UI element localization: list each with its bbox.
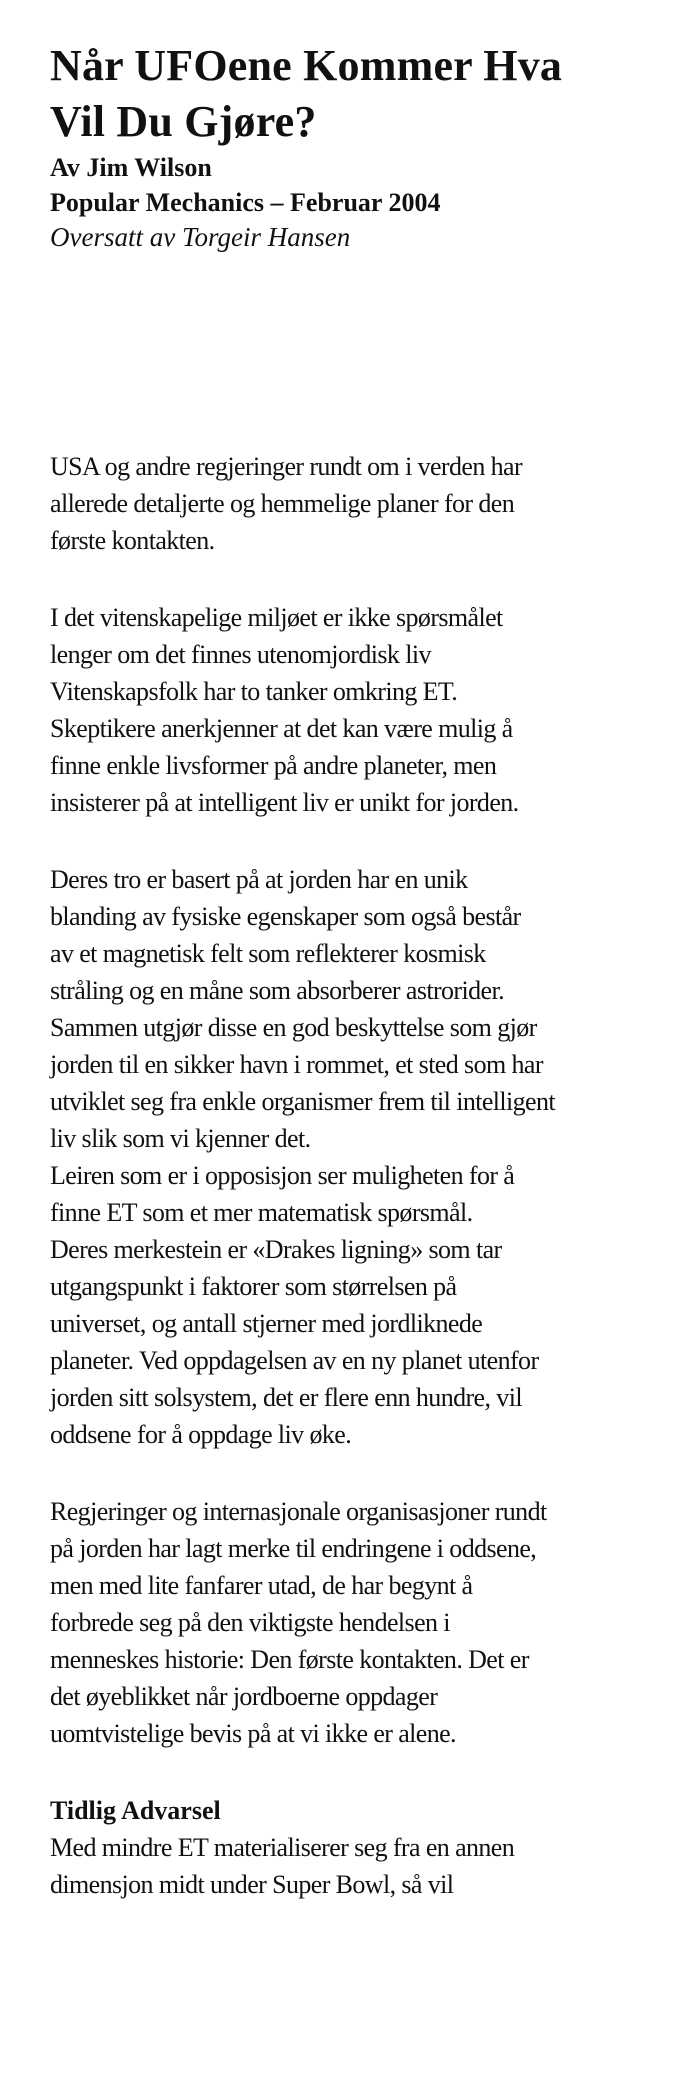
text-line: jorden til en sikker havn i rommet, et sted som har (50, 1050, 543, 1079)
text-line: liv slik som vi kjenner det. (50, 1124, 311, 1153)
paragraph-gap (50, 1752, 670, 1792)
text-line: insisterer på at intelligent liv er unikt for jorden. (50, 788, 519, 817)
article-body (50, 448, 670, 1903)
text-line: utviklet seg fra enkle organismer frem til intelligent (50, 1087, 556, 1116)
author-line: Av Jim Wilson (50, 153, 212, 182)
paragraph-gap (50, 821, 670, 861)
text-line: universet, og antall stjerner med jordliknede (50, 1309, 483, 1338)
text-line: oddsene for å oppdage liv øke. (50, 1420, 352, 1449)
text-line: Regjeringer og internasjonale organisasjoner rundt (50, 1497, 547, 1526)
text-line: forbrede seg på den viktigste hendelsen i (50, 1608, 450, 1637)
article-header (50, 38, 660, 255)
text-line: stråling og en måne som absorberer astrorider. (50, 976, 504, 1005)
text-line: blanding av fysiske egenskaper som også består (50, 902, 521, 931)
text-line: lenger om det finnes utenomjordisk liv (50, 640, 431, 669)
text-line: Deres merkestein er «Drakes ligning» som tar (50, 1235, 502, 1264)
paragraph (50, 861, 670, 1453)
text-line: Leiren som er i opposisjon ser muligheten for å (50, 1161, 515, 1190)
text-line: Skeptikere anerkjenner at det kan være mulig å (50, 714, 513, 743)
text-line: menneskes historie: Den første kontakten. Det er (50, 1645, 529, 1674)
paragraph-gap (50, 559, 670, 599)
paragraph (50, 1493, 670, 1752)
text-line: av et magnetisk felt som reflekterer kosmisk (50, 939, 486, 968)
text-line: allerede detaljerte og hemmelige planer for den (50, 489, 515, 518)
text-line: utgangspunkt i faktorer som størrelsen på (50, 1272, 457, 1301)
text-line: I det vitenskapelige miljøet er ikke spørsmålet (50, 603, 503, 632)
text-line: men med lite fanfarer utad, de har begynt å (50, 1571, 473, 1600)
text-line: planeter. Ved oppdagelsen av en ny planet utenfor (50, 1346, 539, 1375)
text-line: på jorden har lagt merke til endringene i oddsene, (50, 1534, 537, 1563)
section-heading: Tidlig Advarsel (50, 1796, 221, 1825)
source-line: Popular Mechanics – Februar 2004 (50, 188, 441, 217)
text-line: Deres tro er basert på at jorden har en unik (50, 865, 468, 894)
text-line: finne ET som et mer matematisk spørsmål. (50, 1198, 473, 1227)
text-line: jorden sitt solsystem, det er flere enn hundre, vil (50, 1383, 522, 1412)
text-line: USA og andre regjeringer rundt om i verden har (50, 452, 523, 481)
text-line: det øyeblikket når jordboerne oppdager (50, 1682, 438, 1711)
title-line: Vil Du Gjøre? (50, 97, 317, 146)
translator-line: Oversatt av Torgeir Hansen (50, 222, 351, 252)
text-line: dimensjon midt under Super Bowl, så vil (50, 1870, 454, 1899)
section (50, 1792, 670, 1903)
text-line: finne enkle livsformer på andre planeter, men (50, 751, 497, 780)
paragraph (50, 599, 670, 821)
title-line: Når UFOene Kommer Hva (50, 41, 563, 90)
text-line: første kontakten. (50, 526, 215, 555)
text-line: Vitenskapsfolk har to tanker omkring ET. (50, 677, 458, 706)
text-line: uomtvistelige bevis på at vi ikke er alene. (50, 1719, 456, 1748)
paragraph-gap (50, 1453, 670, 1493)
article-title (50, 38, 660, 150)
text-line: Med mindre ET materialiserer seg fra en annen (50, 1833, 515, 1862)
paragraph (50, 448, 670, 559)
text-line: Sammen utgjør disse en god beskyttelse som gjør (50, 1013, 537, 1042)
